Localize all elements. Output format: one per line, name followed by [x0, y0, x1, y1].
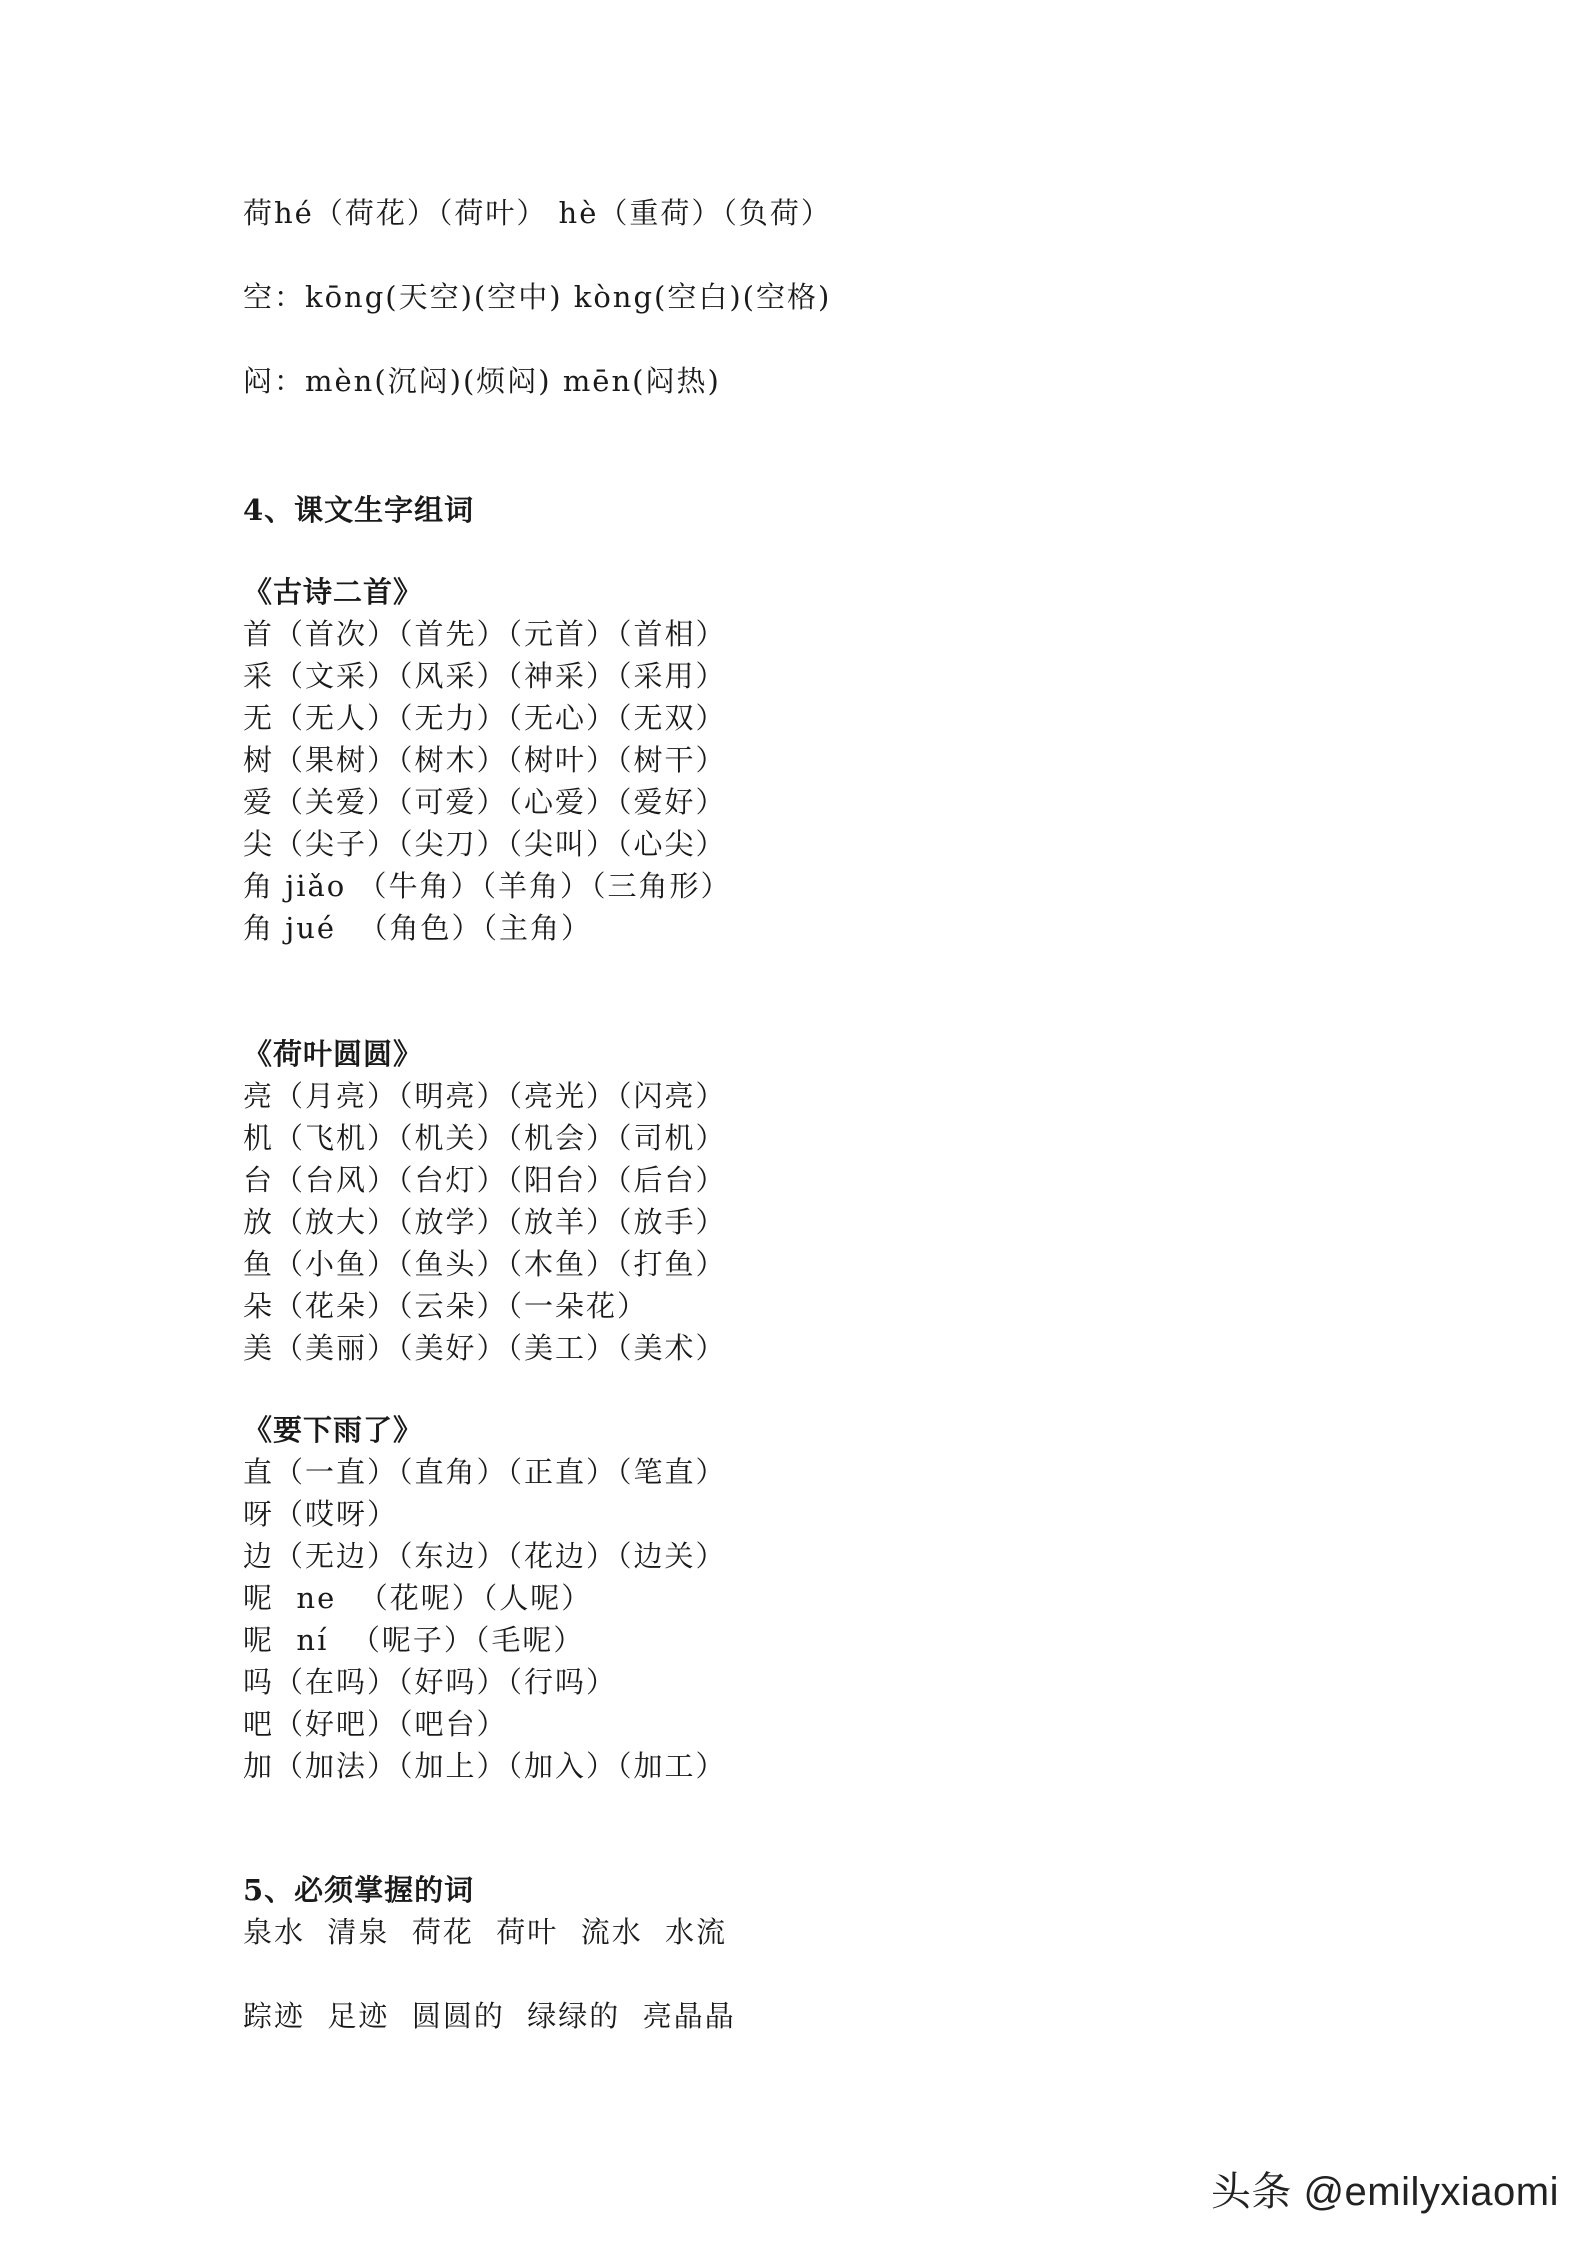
word-row: 首（首次）（首先）（元首）（首相） — [243, 617, 727, 651]
lesson-title-gushi: 《古诗二首》 — [243, 575, 424, 609]
word-row: 采（文采）（风采）（神采）（采用） — [243, 659, 727, 693]
key-words-row: 泉水 清泉 荷花 荷叶 流水 水流 — [243, 1915, 728, 1949]
word-row: 呀（哎呀） — [243, 1497, 399, 1531]
source-watermark: 头条 @emilyxiaomi — [1210, 2170, 1559, 2214]
section-5-heading: 5、必须掌握的词 — [243, 1873, 475, 1907]
lesson-title-yaoxiayu: 《要下雨了》 — [243, 1413, 424, 1447]
word-row: 呢 ne （花呢）（人呢） — [243, 1581, 593, 1615]
word-row: 边（无边）（东边）（花边）（边关） — [243, 1539, 727, 1573]
word-row: 角 jué （角色）（主角） — [243, 911, 592, 945]
word-row: 放（放大）（放学）（放羊）（放手） — [243, 1205, 727, 1239]
word-row: 无（无人）（无力）（无心）（无双） — [243, 701, 727, 735]
lesson-title-heye: 《荷叶圆圆》 — [243, 1037, 424, 1071]
word-row: 加（加法）（加上）（加入）（加工） — [243, 1749, 727, 1783]
word-row: 树（果树）（树木）（树叶）（树干） — [243, 743, 727, 777]
word-row: 直（一直）（直角）（正直）（笔直） — [243, 1455, 727, 1489]
word-row: 呢 ní （呢子）（毛呢） — [243, 1623, 585, 1657]
polyphone-line-kong: 空：kōng(天空)(空中) kòng(空白)(空格) — [243, 280, 832, 314]
word-row: 台（台风）（台灯）（阳台）（后台） — [243, 1163, 727, 1197]
word-row: 亮（月亮）（明亮）（亮光）（闪亮） — [243, 1079, 727, 1113]
word-row: 鱼（小鱼）（鱼头）（木鱼）（打鱼） — [243, 1247, 727, 1281]
word-row: 朵（花朵）（云朵）（一朵花） — [243, 1289, 649, 1323]
word-row: 美（美丽）（美好）（美工）（美术） — [243, 1331, 727, 1365]
word-row: 吗（在吗）（好吗）（行吗） — [243, 1665, 618, 1699]
polyphone-line-he: 荷hé（荷花）（荷叶） hè（重荷）（负荷） — [243, 196, 832, 230]
word-row: 尖（尖子）（尖刀）（尖叫）（心尖） — [243, 827, 727, 861]
word-row: 机（飞机）（机关）（机会）（司机） — [243, 1121, 727, 1155]
key-words-row: 踪迹 足迹 圆圆的 绿绿的 亮晶晶 — [243, 1999, 736, 2033]
word-row: 角 jiǎo （牛角）（羊角）（三角形） — [243, 869, 732, 903]
section-4-heading: 4、课文生字组词 — [243, 493, 475, 527]
word-row: 爱（关爱）（可爱）（心爱）（爱好） — [243, 785, 727, 819]
polyphone-line-men: 闷：mèn(沉闷)(烦闷) mēn(闷热) — [243, 364, 721, 398]
word-row: 吧（好吧）（吧台） — [243, 1707, 508, 1741]
